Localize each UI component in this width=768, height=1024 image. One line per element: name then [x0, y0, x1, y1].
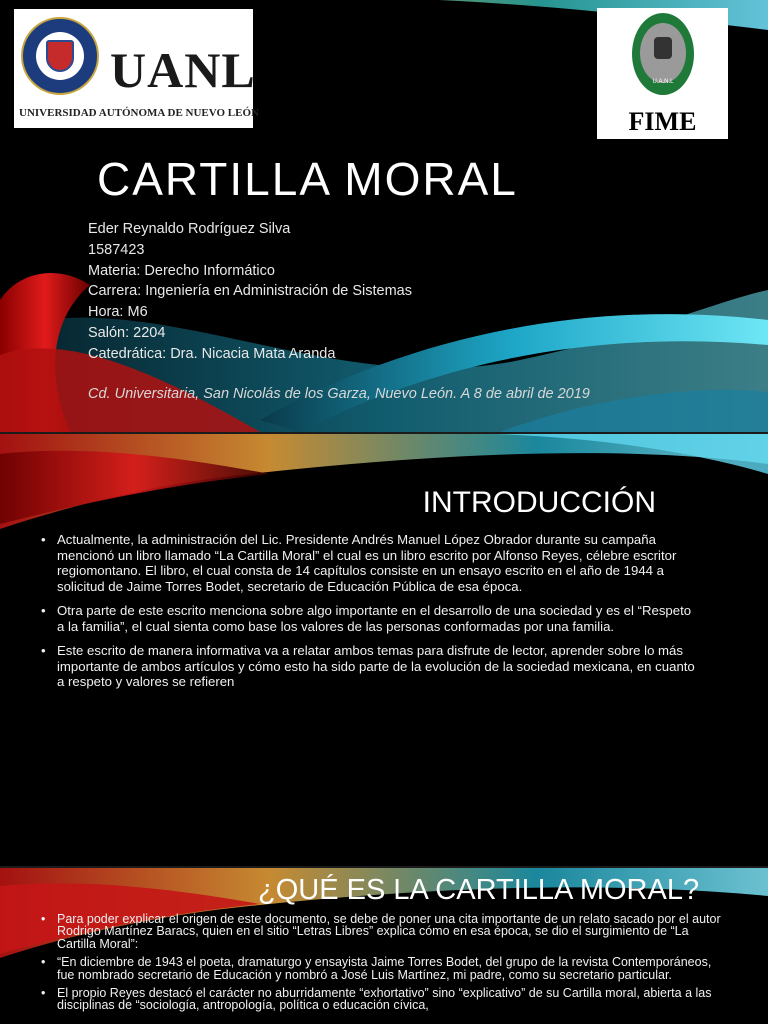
student-id: 1587423 [88, 241, 145, 258]
list-item [41, 956, 721, 981]
bullet-text: Para poder explicar el origen de este documento, se debe de poner una cita importante de un relato sacado por el autor Rodrigo Martínez Baracs, quien en el sitio “Letras Libres” explica cómo en esa época, se dio el surgimiento de “La Cartilla Moral”: [57, 912, 721, 951]
bullet-text: Este escrito de manera informativa va a relatar ambos temas para disfrute de lector, aprender sobre lo más importante de ambos artículos y cómo esto ha sido parte de la evolución de la sociedad mexicana, en cuanto a respeto y valores se refieren [57, 643, 695, 689]
bullet-text: Otra parte de este escrito menciona sobre algo importante en el desarrollo de una sociedad y es el “Respeto a la familia”, el cual sienta como base los valores de las personas conformadas por una familia. [57, 603, 692, 634]
class-hour: Hora: M6 [88, 304, 148, 321]
fime-seal-text: U.A.N.L [652, 79, 674, 85]
author-name: Eder Reynaldo Rodríguez Silva [88, 221, 291, 237]
fime-seal-icon [632, 13, 694, 95]
bullet-icon: • [41, 955, 46, 970]
introduccion-bullet-list [41, 532, 701, 699]
list-item [41, 913, 721, 950]
slide-introduccion [0, 434, 768, 866]
uanl-seal-icon [21, 17, 99, 95]
bullet-icon: • [41, 532, 46, 547]
list-item [41, 987, 721, 1012]
bullet-text: Actualmente, la administración del Lic. Presidente Andrés Manuel López Obrador durante su campaña mencionó un libro llamado “La Cartilla Moral” el cual es un libro escrito por Alfonso Reyes, célebre escritor regiomontano. El libro, el cual consta de 14 capítulos consiste en un ensayo escrito en el año de 1944 a solicitud de Jaime Torres Bodet, secretario de Educación Pública de esa época. [57, 532, 677, 594]
classroom: Salón: 2204 [88, 324, 166, 341]
uanl-logo-word: UANL [110, 42, 256, 98]
bullet-text: “En diciembre de 1943 el poeta, dramaturgo y ensayista Jaime Torres Bodet, del grupo de la revista Contemporáneos, fue nombrado secretario de Educación y nombró a José Luis Martínez, mi padre, como su secretario particular. [57, 955, 712, 982]
cover-info-block [88, 219, 412, 365]
slide-que-es-la-cartilla-moral [0, 868, 768, 1024]
bullet-icon: • [41, 603, 46, 618]
list-item [41, 603, 701, 634]
fime-logo [597, 8, 728, 139]
bullet-icon: • [41, 643, 46, 658]
bullet-icon: • [41, 912, 46, 926]
bullet-icon: • [41, 986, 46, 1001]
professor: Catedrática: Dra. Nicacia Mata Aranda [88, 345, 336, 362]
subject: Materia: Derecho Informático [88, 262, 275, 279]
uanl-logo-subtitle: UNIVERSIDAD AUTÓNOMA DE NUEVO LEÓN [19, 107, 259, 119]
que-es-bullet-list [41, 913, 721, 1018]
list-item [41, 532, 701, 594]
bullet-text: El propio Reyes destacó el carácter no aburridamente “exhortativo” sino “explicativo” de su Cartilla moral, abierta a las disciplinas de “sociología, antropología, política o educación cívica, [57, 986, 712, 1013]
que-es-title: ¿QUÉ ES LA CARTILLA MORAL? [258, 874, 700, 906]
career: Carrera: Ingeniería en Administración de Sistemas [88, 283, 412, 300]
cover-title: CARTILLA MORAL [97, 153, 518, 205]
uanl-logo [14, 9, 259, 128]
slide-cover [0, 0, 768, 432]
place-date: Cd. Universitaria, San Nicolás de los Garza, Nuevo León. A 8 de abril de 2019 [88, 386, 590, 402]
fime-logo-word: FIME [628, 107, 697, 136]
introduccion-title: INTRODUCCIÓN [422, 486, 656, 519]
list-item [41, 643, 701, 690]
